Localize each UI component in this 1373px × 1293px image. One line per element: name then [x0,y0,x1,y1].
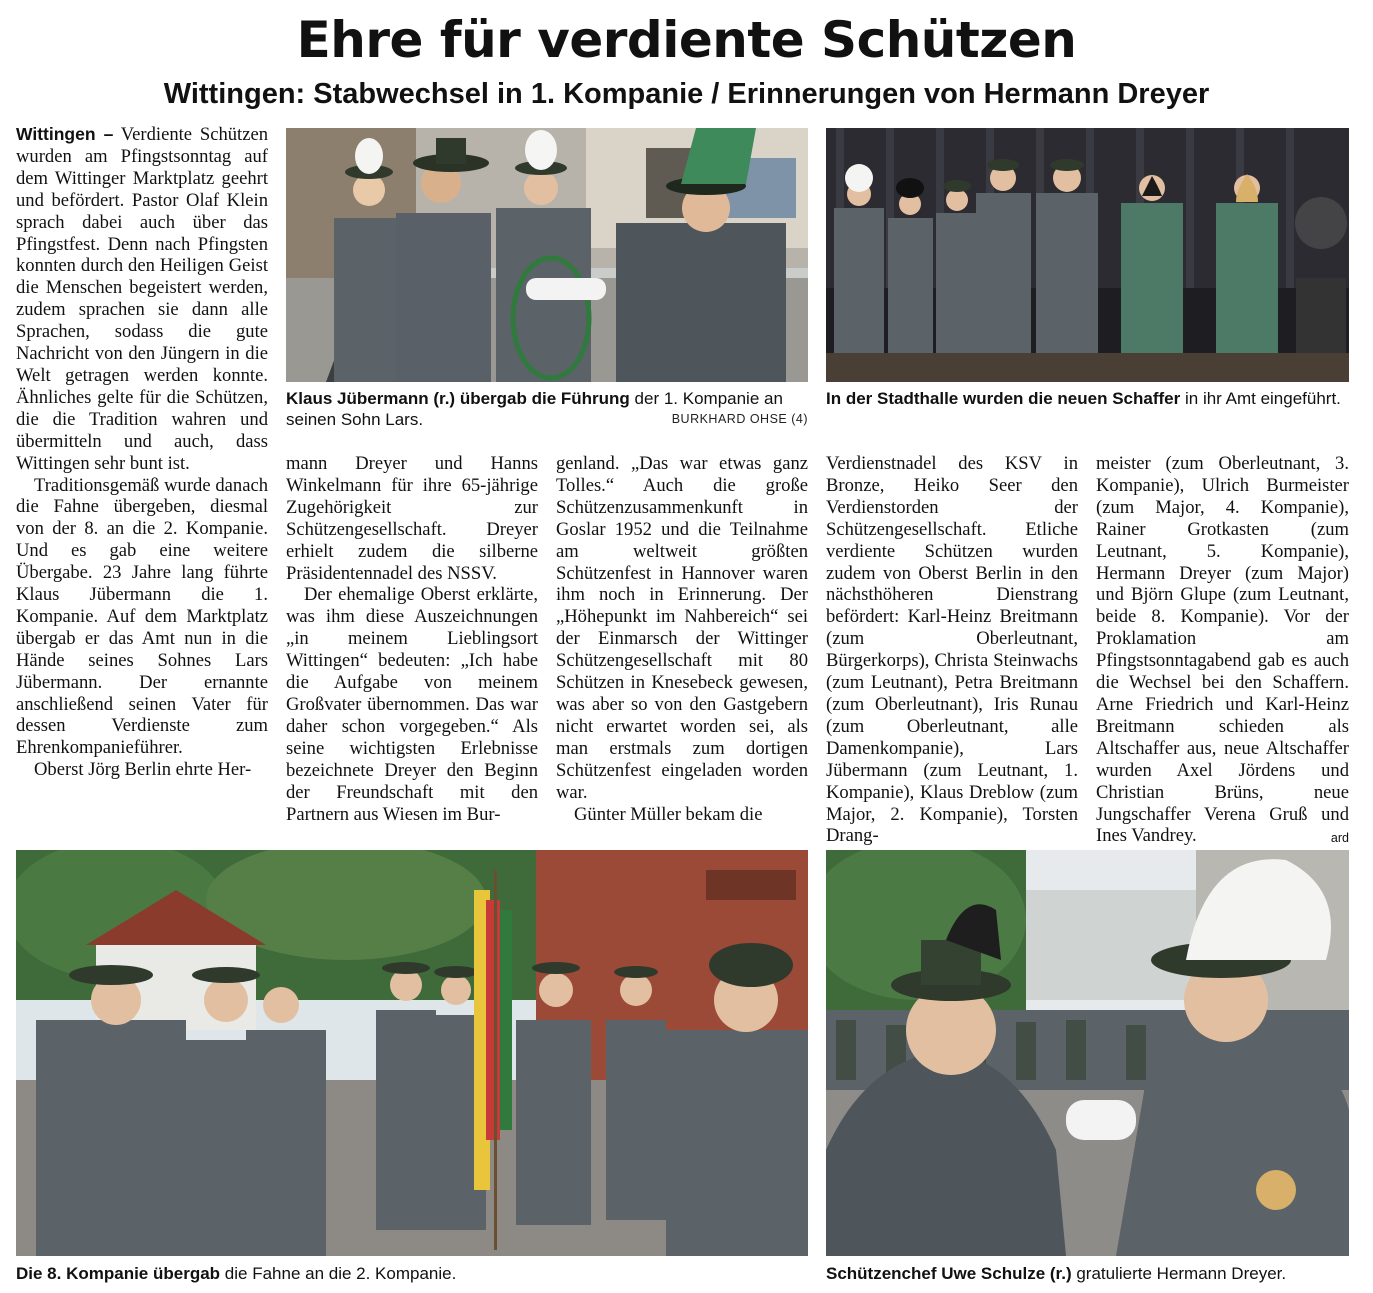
article-headline: Ehre für verdiente Schützen [296,11,1077,69]
paragraph: genland. „Das war etwas ganz Tolles.“ Auch die große Schützenzusammenkunft in Goslar 1952 und die Teilnahme am weltweit größten Schützenfest in Hannover waren ihm noch in Erinnerung. Der „Höhepunkt im Nahbereich“ sei der Einmarsch der Wittinger Schützengesellschaft mit 80 Schützen in Knesebeck gewesen, was aber so von den Gastgebern nicht erwartet worden sei, als man erstmals zum dortigen Schützenfest eingeladen worden war. [556,453,808,803]
article-column-3 [556,453,808,825]
dateline: Wittingen – [16,124,114,144]
photo-caption [826,388,1349,409]
paragraph: Oberst Jörg Berlin ehrte Her- [34,759,252,781]
paragraph: Günter Müller bekam die [574,803,763,825]
caption-bold: Die 8. Kompanie übergab [16,1264,221,1283]
paragraph: Der ehemalige Oberst erklärte, was ihm diese Auszeichnungen „in meinem Lieblingsort Wittingen“ bedeuten: „Ich habe die Aufgabe von meinem Großvater übernommen. Das war daher schon vorgegeben.“ Als seine wichtigsten Erlebnisse bezeichnete Dreyer den Beginn der Freundschaft mit den Partnern aus Wiesen im Bur- [286,584,538,825]
author-signature: ard [1330,831,1349,846]
caption-text: die Fahne an die 2. Kompanie. [224,1264,457,1283]
caption-text: in ihr Amt eingeführt. [1184,389,1341,408]
caption-text: der 1. Kompanie an seinen Sohn Lars. [286,389,783,429]
article-column-4 [826,453,1078,847]
photo-caption [16,1263,808,1284]
photo-new-schaffer-stage [826,128,1349,382]
paragraph: Traditionsgemäß wurde danach die Fahne übergeben, diesmal von der 8. an die 2. Kompanie. Und es gab eine weitere Übergabe. 23 Jahre lang führte Klaus Jübermann die 1. Kompanie. Auf dem Marktplatz übergab er das Amt nun in die Hände seines Sohnes Lars Jübermann. Der ernannte anschließend seinen Vater für dessen Verdienste zum Ehrenkompanieführer. [16,474,268,759]
paragraph [16,124,268,475]
article-column-2 [286,453,538,825]
article-column-1 [16,124,268,781]
paragraph: mann Dreyer und Hanns Winkelmann für ihre 65-jährige Zugehörigkeit zur Schützengesellschaft. Dreyer erhielt zudem die silberne Präsidentennadel des NSSV. [286,453,538,584]
caption-bold: In der Stadthalle wurden die neuen Schaffer [826,389,1181,408]
photo-flag-handover [16,850,808,1256]
paragraph: Verdienstnadel des KSV in Bronze, Heiko Seer den Verdienstorden der Schützengesellschaft. Etliche verdiente Schützen wurden zudem von Oberst Berlin in den nächsthöheren Dienstrang befördert: Karl-Heinz Breitmann (zum Oberleutnant, Bürgerkorps), Christa Steinwachs (zum Leutnant), Petra Breitmann (zum Oberleutnant), Iris Runau (zum Oberleutnant, alle Damenkompanie), Lars Jübermann (zum Leutnant, 1. Kompanie), Klaus Dreblow (zum Major, 2. Kompanie), Torsten Drang- [826,453,1078,847]
caption-bold: Schützenchef Uwe Schulze (r.) [826,1264,1072,1283]
photo-credit: BURKHARD OHSE (4) [671,412,808,426]
photo-command-handover [286,128,808,382]
article-column-5 [1096,453,1349,850]
paragraph-text: Verdiente Schützen wurden am Pfingstsonntag auf dem Wittinger Marktplatz geehrt und befördert. Pastor Olaf Klein sprach dabei auch über das Pfingstfest. Denn nach Pfingsten konnten durch den Heiligen Geist die Menschen begeistert werden, zudem sprachen sie dann alle Sprachen, sodass die gute Nachricht von den Jüngern in die Welt getragen werden konnte. Ähnliches gelte für die Schützen, die die Tradition wahren und übermitteln und auch, dass Wittingen sehr bunt ist. [16,124,269,474]
paragraph: meister (zum Oberleutnant, 3. Kompanie), Ulrich Burmeister (zum Major, 4. Kompanie), Rainer Grotkasten (zum Leutnant, 5. Kompanie), Hermann Dreyer (zum Major) und Björn Glupe (zum Leutnant, beide 8. Kompanie). Vor der Proklamation am Pfingstsonntagabend gab es auch die Wechsel bei den Schaffern. Arne Friedrich und Karl-Heinz Breitmann schieden als Altschaffer aus, neue Altschaffer wurden Axel Jördens und Christian Brüns, neue Jungschaffer Verena Gruß und Ines Vandrey. [1096,453,1349,847]
caption-text: gratulierte Hermann Dreyer. [1076,1264,1287,1283]
caption-bold: Klaus Jübermann (r.) übergab die Führung [286,389,630,408]
photo-caption [826,1263,1349,1284]
article-subheadline: Wittingen: Stabwechsel in 1. Kompanie / Erinnerungen von Hermann Dreyer [163,78,1210,110]
photo-congratulation [826,850,1349,1256]
